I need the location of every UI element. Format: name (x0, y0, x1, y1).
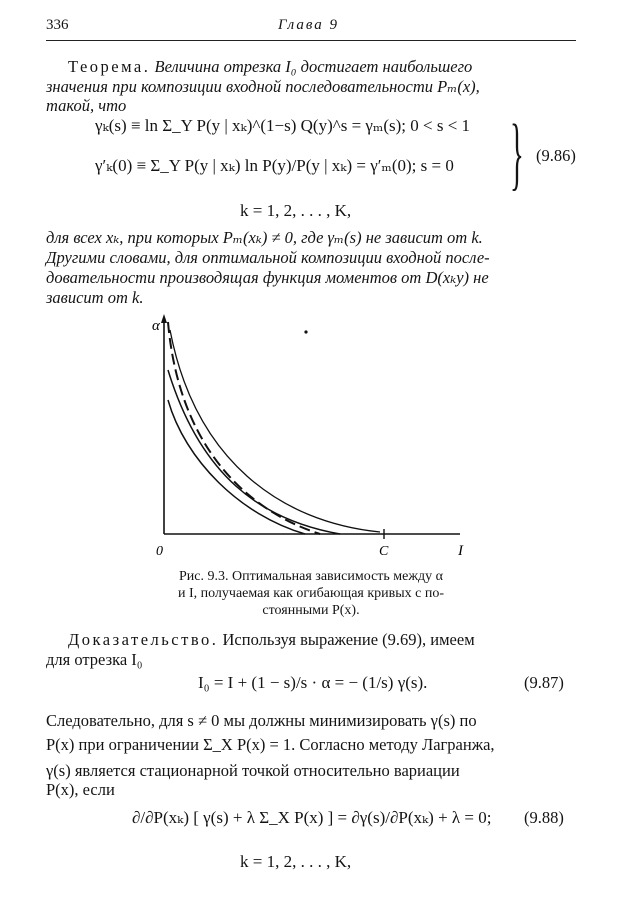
theorem-line-2: значения при композиции входной последовательности Pₘ(x), (46, 77, 480, 96)
proof-line-2: для отрезка I₀ (46, 650, 143, 669)
proof-line-3: Следовательно, для s ≠ 0 мы должны минимизировать γ(s) по (46, 711, 477, 730)
y-axis-label: α (152, 318, 160, 334)
figure-9-3 (140, 310, 480, 565)
equation-988-line-2: k = 1, 2, . . . , K, (240, 852, 352, 871)
theorem-after-1: для всех xₖ, при которых Pₘ(xₖ) ≠ 0, где γₘ(s) не зависит от k. (46, 228, 483, 247)
theorem-line-3: такой, что (46, 96, 127, 115)
proof-line-4: P(x) при ограничении Σ_X P(x) = 1. Согласно методу Лагранжа, (46, 735, 495, 754)
origin-label: 0 (156, 544, 163, 559)
equation-986-line-2: γ′ₖ(0) ≡ Σ_Y P(y | xₖ) ln P(y)/P(y | xₖ) = γ′ₘ(0); s = 0 (95, 156, 454, 175)
proof-line-5: γ(s) является стационарной точкой относительно вариации (46, 761, 460, 780)
equation-987: I₀ = I + (1 − s)/s · α = − (1/s) γ(s). (198, 673, 428, 692)
stray-dot (304, 330, 307, 333)
curve-3 (170, 330, 380, 532)
theorem-after-3: довательности производящая функция моментов от D(xₖy) не (46, 268, 489, 287)
proof-text-1: Используя выражение (9.69), имеем (222, 630, 475, 649)
theorem-label: Теорема. (68, 57, 151, 76)
page-number: 336 (46, 17, 69, 33)
proof-line-6: P(x), если (46, 780, 115, 799)
equation-986-line-3: k = 1, 2, . . . , K, (240, 201, 352, 220)
caption-line-2: и I, получаемая как огибающая кривых с по- (177, 586, 445, 601)
header-rule (46, 40, 576, 41)
chapter-title: Глава 9 (277, 17, 340, 33)
y-axis-arrow (161, 314, 167, 323)
x-axis-label: I (458, 543, 463, 559)
proof-label: Доказательство. (68, 630, 219, 649)
figure-caption (136, 568, 486, 619)
theorem-text-1: Величина отрезка I₀ достигает наибольшего (154, 57, 473, 76)
equation-986-line-1: γₖ(s) ≡ ln Σ_Y P(y | xₖ)^(1−s) Q(y)^s = γₘ(s); 0 < s < 1 (95, 116, 471, 135)
c-label: C (379, 544, 389, 559)
equation-986-number: (9.86) (536, 146, 576, 165)
caption-line-1: Рис. 9.3. Оптимальная зависимость между α (178, 569, 443, 584)
equation-988: ∂/∂P(xₖ) [ γ(s) + λ Σ_X P(x) ] = ∂γ(s)/∂P(xₖ) + λ = 0; (132, 808, 492, 827)
theorem-after-4: зависит от k. (46, 288, 144, 307)
theorem-after-2: Другими словами, для оптимальной композиции входной после- (46, 248, 490, 267)
equation-988-number: (9.88) (524, 808, 564, 827)
proof-line-1 (68, 630, 588, 650)
caption-line-3: стоянными P(x). (262, 603, 360, 618)
curve-2 (168, 370, 340, 534)
theorem-line-1 (68, 57, 583, 77)
equation-987-number: (9.87) (524, 673, 564, 692)
right-brace: } (510, 107, 524, 198)
